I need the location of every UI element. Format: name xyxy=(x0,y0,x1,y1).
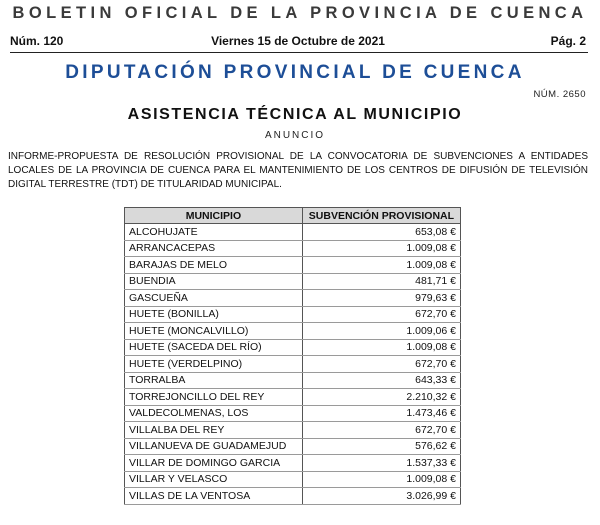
municipality-cell: VILLAR Y VELASCO xyxy=(125,471,303,488)
table-row xyxy=(125,471,461,488)
subsidy-amount-cell: 1.537,33 € xyxy=(302,455,460,472)
subsidy-amount-cell: 1.009,08 € xyxy=(302,339,460,356)
municipality-cell: TORREJONCILLO DEL REY xyxy=(125,389,303,406)
table-row xyxy=(125,257,461,274)
issue-date: Viernes 15 de Octubre de 2021 xyxy=(211,34,385,48)
table-row xyxy=(125,405,461,422)
issue-number: Núm. 120 xyxy=(10,34,64,48)
municipality-cell: TORRALBA xyxy=(125,372,303,389)
municipality-cell: VILLALBA DEL REY xyxy=(125,422,303,439)
table-row xyxy=(125,372,461,389)
subsidy-amount-cell: 3.026,99 € xyxy=(302,488,460,505)
municipality-cell: HUETE (SACEDA DEL RÍO) xyxy=(125,339,303,356)
table-row xyxy=(125,224,461,241)
municipality-cell: VILLAS DE LA VENTOSA xyxy=(125,488,303,505)
announcement-body: INFORME-PROPUESTA DE RESOLUCIÓN PROVISIONAL DE LA CONVOCATORIA DE SUBVENCIONES A ENTIDADES LOCALES DE LA PROVINCIA DE CUENCA PARA EL MANTENIMIENTO DE LOS CENTROS DE DIFUSIÓN DE TELEVISIÓN DIGITAL TERRESTRE (TDT) DE TITULARIDAD MUNICIPAL. xyxy=(8,151,588,190)
municipality-cell: HUETE (MONCALVILLO) xyxy=(125,323,303,340)
subsidy-amount-cell: 1.009,06 € xyxy=(302,323,460,340)
municipality-cell: HUETE (BONILLA) xyxy=(125,306,303,323)
table-row xyxy=(125,389,461,406)
column-header-subvencion: SUBVENCIÓN PROVISIONAL xyxy=(302,208,460,224)
subsidy-amount-cell: 2.210,32 € xyxy=(302,389,460,406)
table-row xyxy=(125,438,461,455)
municipality-cell: HUETE (VERDELPINO) xyxy=(125,356,303,373)
table-row xyxy=(125,455,461,472)
subsidy-amount-cell: 672,70 € xyxy=(302,422,460,439)
table-row xyxy=(125,339,461,356)
table-body xyxy=(125,224,461,505)
organization-title: DIPUTACIÓN PROVINCIAL DE CUENCA xyxy=(65,62,525,83)
table-row xyxy=(125,240,461,257)
municipality-cell: VILLANUEVA DE GUADAMEJUD xyxy=(125,438,303,455)
table-header-row xyxy=(125,208,461,224)
section-title: ASISTENCIA TÉCNICA AL MUNICIPIO xyxy=(127,106,463,123)
municipality-cell: VILLAR DE DOMINGO GARCIA xyxy=(125,455,303,472)
municipality-cell: BUENDIA xyxy=(125,273,303,290)
subsidy-amount-cell: 1.009,08 € xyxy=(302,471,460,488)
subsidy-amount-cell: 1.009,08 € xyxy=(302,257,460,274)
page-number: Pág. 2 xyxy=(550,34,586,48)
subsidy-amount-cell: 481,71 € xyxy=(302,273,460,290)
table-row xyxy=(125,290,461,307)
municipality-cell: VALDECOLMENAS, LOS xyxy=(125,405,303,422)
subsidy-amount-cell: 1.009,08 € xyxy=(302,240,460,257)
subsidy-amount-cell: 643,33 € xyxy=(302,372,460,389)
announcement-number: NÚM. 2650 xyxy=(533,89,586,100)
subsidy-amount-cell: 979,63 € xyxy=(302,290,460,307)
subsidy-table xyxy=(124,207,461,505)
issue-bar xyxy=(10,33,586,49)
table-row xyxy=(125,422,461,439)
table-row xyxy=(125,323,461,340)
subsidy-amount-cell: 653,08 € xyxy=(302,224,460,241)
municipality-cell: ALCOHUJATE xyxy=(125,224,303,241)
header-divider xyxy=(10,52,588,53)
subsidy-amount-cell: 672,70 € xyxy=(302,306,460,323)
announcement-label: ANUNCIO xyxy=(264,130,326,141)
subsidy-amount-cell: 1.473,46 € xyxy=(302,405,460,422)
bulletin-masthead: BOLETIN OFICIAL DE LA PROVINCIA DE CUENCA xyxy=(12,4,588,22)
table-row xyxy=(125,273,461,290)
municipality-cell: BARAJAS DE MELO xyxy=(125,257,303,274)
subsidy-amount-cell: 672,70 € xyxy=(302,356,460,373)
subsidy-amount-cell: 576,62 € xyxy=(302,438,460,455)
column-header-municipio: MUNICIPIO xyxy=(125,208,303,224)
municipality-cell: ARRANCACEPAS xyxy=(125,240,303,257)
table-row xyxy=(125,306,461,323)
municipality-cell: GASCUEÑA xyxy=(125,290,303,307)
table-row xyxy=(125,356,461,373)
table-row xyxy=(125,488,461,505)
